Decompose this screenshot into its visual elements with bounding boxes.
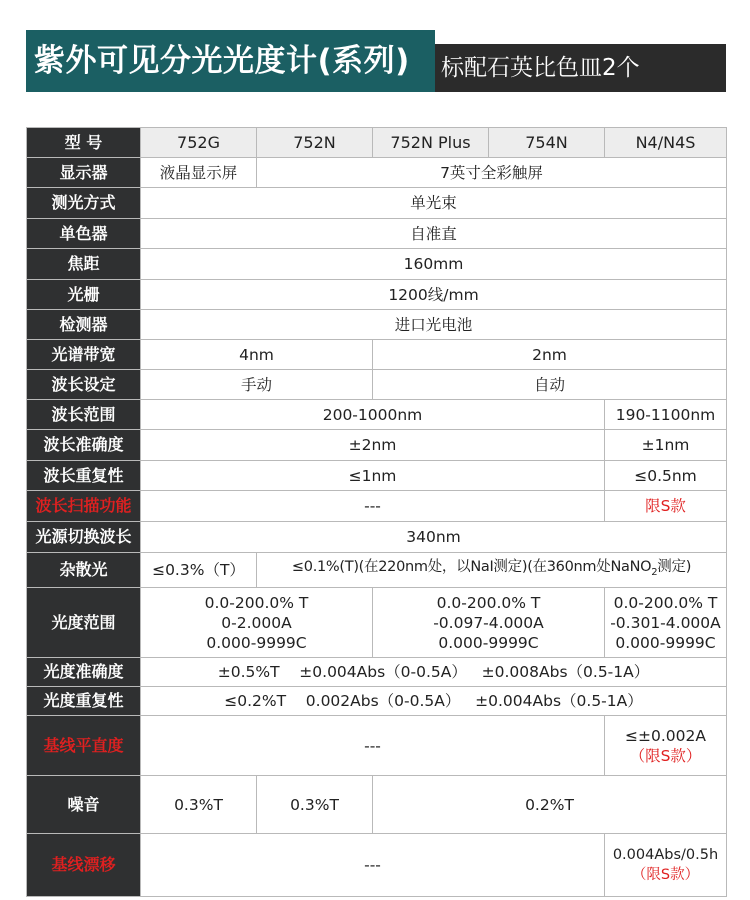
table-row [27, 588, 727, 658]
row-label-display: 显示器 [27, 158, 141, 188]
row-label-baseline-flat: 基线平直度 [27, 716, 141, 776]
stray-a: ≤0.3%（T） [141, 553, 257, 588]
model-n4-n4s: N4/N4S [605, 128, 727, 158]
noise-c: 0.2%T [373, 776, 727, 834]
photo-repeat-value: ≤0.2%T 0.002Abs（0-0.5A） ±0.004Abs（0.5-1A） [141, 687, 727, 716]
row-label-photometry: 测光方式 [27, 188, 141, 219]
row-label-wl-setting: 波长设定 [27, 370, 141, 400]
table-row [27, 461, 727, 491]
table-row [27, 249, 727, 280]
wl-setting-a: 手动 [141, 370, 373, 400]
row-label-focal: 焦距 [27, 249, 141, 280]
baseline-drift-a: --- [141, 834, 605, 897]
photo-range-c [605, 588, 727, 658]
table-row [27, 158, 727, 188]
noise-b: 0.3%T [257, 776, 373, 834]
wl-scan-b: 限S款 [605, 491, 727, 522]
photo-range-a-line: 0.000-9999C [206, 633, 307, 652]
row-label-model: 型 号 [27, 128, 141, 158]
table-row [27, 340, 727, 370]
table-row [27, 188, 727, 219]
table-row [27, 370, 727, 400]
grating-value: 1200线/mm [141, 280, 727, 310]
detector-value: 进口光电池 [141, 310, 727, 340]
table-row [27, 522, 727, 553]
wl-scan-a: --- [141, 491, 605, 522]
stray-b [257, 553, 727, 588]
baseline-flat-a: --- [141, 716, 605, 776]
display-lcd: 液晶显示屏 [141, 158, 257, 188]
photo-accuracy-value: ±0.5%T ±0.004Abs（0-0.5A） ±0.008Abs（0.5-1A） [141, 658, 727, 687]
photo-range-c-line: 0.0-200.0% T [613, 593, 718, 612]
model-752g: 752G [141, 128, 257, 158]
table-row [27, 776, 727, 834]
row-label-detector: 检测器 [27, 310, 141, 340]
model-752n: 752N [257, 128, 373, 158]
row-label-photo-accuracy: 光度准确度 [27, 658, 141, 687]
table-row [27, 491, 727, 522]
baseline-drift-b-value: 0.004Abs/0.5h [612, 847, 719, 863]
model-752n-plus: 752N Plus [373, 128, 489, 158]
row-label-noise: 噪音 [27, 776, 141, 834]
wl-range-a: 200-1000nm [141, 400, 605, 430]
model-754n: 754N [489, 128, 605, 158]
monochromator-value: 自准直 [141, 219, 727, 249]
photo-range-b-line: 0.000-9999C [438, 633, 539, 652]
table-row [27, 658, 727, 687]
stray-b-text: ≤0.1%(T)(在220nm处，以NaI测定)(在360nm处NaNO [291, 559, 652, 576]
table-row [27, 400, 727, 430]
page-subtitle: 标配石英比色皿2个 [435, 44, 726, 92]
table-row [27, 280, 727, 310]
photo-range-a-line: 0.0-200.0% T [204, 593, 309, 612]
table-row [27, 716, 727, 776]
row-label-source-switch: 光源切换波长 [27, 522, 141, 553]
row-label-bandwidth: 光谱带宽 [27, 340, 141, 370]
row-label-stray: 杂散光 [27, 553, 141, 588]
row-label-wl-accuracy: 波长准确度 [27, 430, 141, 461]
row-label-wl-range: 波长范围 [27, 400, 141, 430]
baseline-flat-b [605, 716, 727, 776]
row-label-wl-repeat: 波长重复性 [27, 461, 141, 491]
baseline-flat-b-value: ≤±0.002A [625, 726, 706, 745]
photo-range-b [373, 588, 605, 658]
photometry-value: 单光束 [141, 188, 727, 219]
table-row [27, 310, 727, 340]
row-label-monochromator: 单色器 [27, 219, 141, 249]
photo-range-c-line: -0.301-4.000A [610, 613, 721, 632]
baseline-drift-b-note: （限S款） [631, 867, 700, 883]
wl-repeat-b: ≤0.5nm [605, 461, 727, 491]
table-row [27, 553, 727, 588]
row-label-baseline-drift: 基线漂移 [27, 834, 141, 897]
header-banner [26, 30, 726, 92]
stray-b-tail: 测定) [657, 559, 692, 576]
row-label-wl-scan: 波长扫描功能 [27, 491, 141, 522]
photo-range-b-line: 0.0-200.0% T [436, 593, 541, 612]
wl-accuracy-a: ±2nm [141, 430, 605, 461]
photo-range-c-line: 0.000-9999C [615, 633, 716, 652]
source-switch-value: 340nm [141, 522, 727, 553]
wl-range-b: 190-1100nm [605, 400, 727, 430]
wl-setting-b: 自动 [373, 370, 727, 400]
row-label-photo-repeat: 光度重复性 [27, 687, 141, 716]
spec-table [26, 127, 727, 897]
table-row [27, 128, 727, 158]
row-label-photo-range: 光度范围 [27, 588, 141, 658]
page-title: 紫外可见分光光度计(系列) [26, 30, 435, 92]
table-row [27, 687, 727, 716]
baseline-flat-b-note: （限S款） [629, 746, 702, 765]
baseline-drift-b [605, 834, 727, 897]
table-row [27, 834, 727, 897]
photo-range-a-line: 0-2.000A [221, 613, 292, 632]
wl-accuracy-b: ±1nm [605, 430, 727, 461]
focal-value: 160mm [141, 249, 727, 280]
display-touch: 7英寸全彩触屏 [257, 158, 727, 188]
photo-range-b-line: -0.097-4.000A [433, 613, 544, 632]
photo-range-a [141, 588, 373, 658]
stray-b-subscript: 2 [651, 566, 658, 578]
row-label-grating: 光栅 [27, 280, 141, 310]
wl-repeat-a: ≤1nm [141, 461, 605, 491]
bandwidth-a: 4nm [141, 340, 373, 370]
table-row [27, 430, 727, 461]
bandwidth-b: 2nm [373, 340, 727, 370]
noise-a: 0.3%T [141, 776, 257, 834]
table-row [27, 219, 727, 249]
